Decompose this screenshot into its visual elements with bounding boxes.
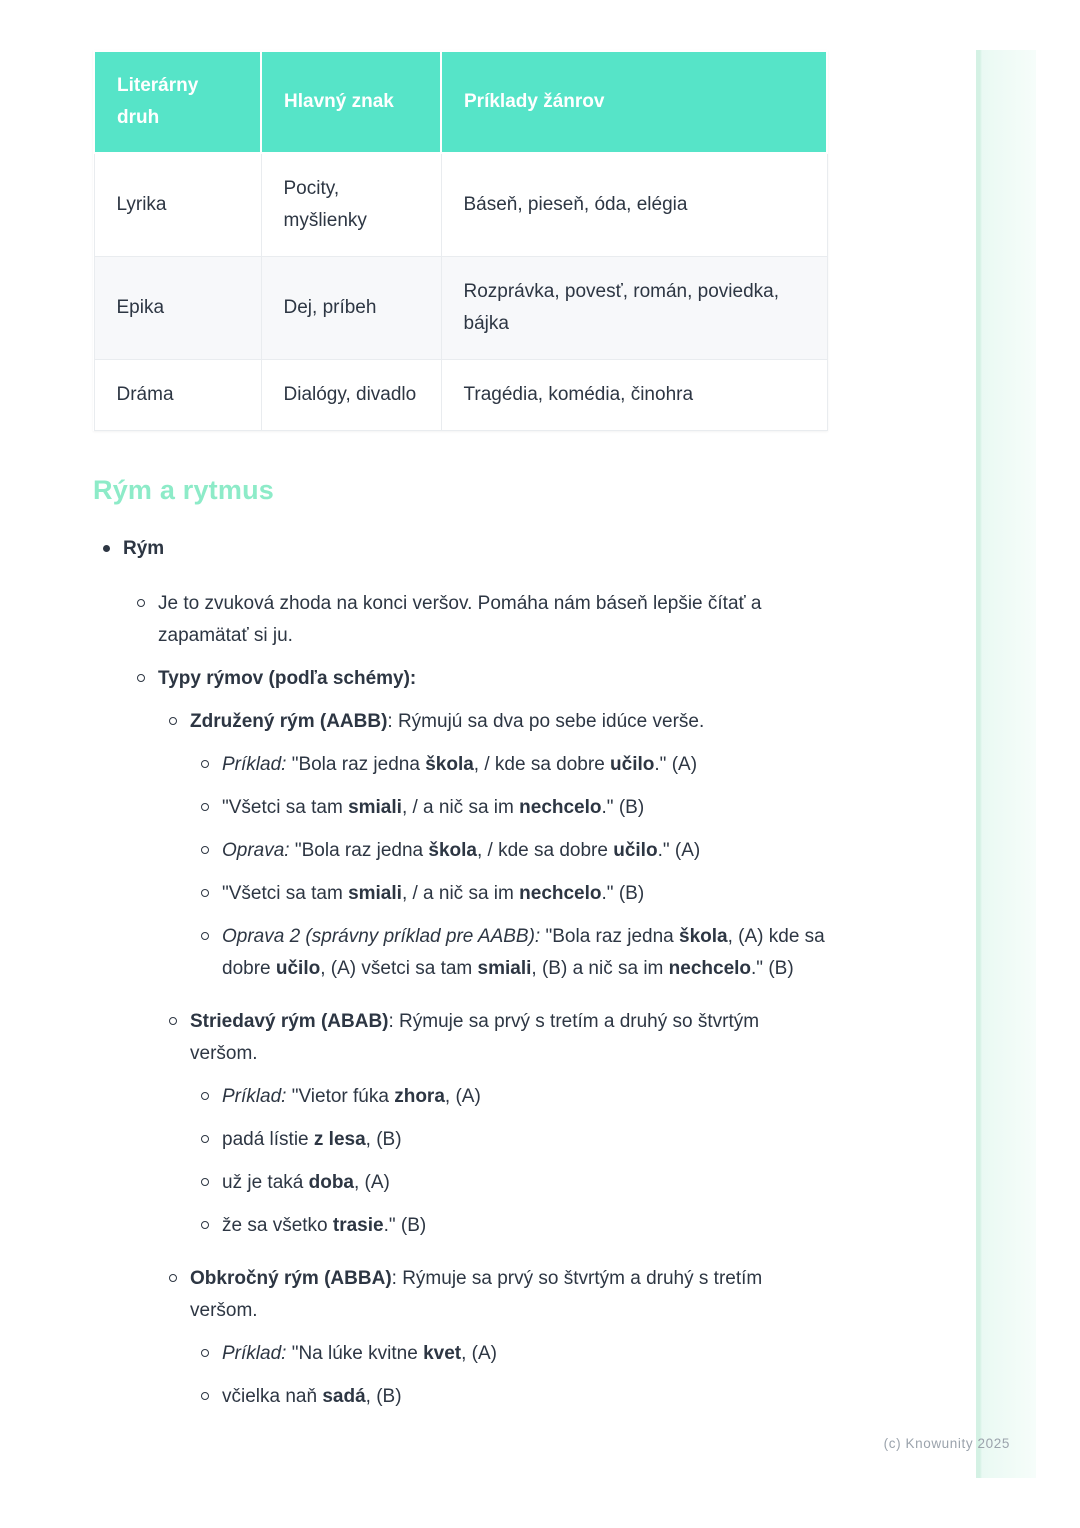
list-item-text: Príklad: "Bola raz jedna škola, / kde sa dobre učilo." (A)	[222, 754, 698, 775]
section-heading: Rým a rytmus	[93, 475, 274, 505]
list-item	[201, 1124, 826, 1156]
table-row	[94, 360, 827, 431]
table-header-priklady-zanrov: Príklady žánrov	[441, 51, 827, 153]
table-cell: Tragédia, komédia, činohra	[441, 360, 827, 431]
list-item	[201, 1081, 826, 1113]
list-item-text: Je to zvuková zhoda na konci veršov. Pomáha nám báseň lepšie čítať a zapamätať si ju.	[158, 593, 762, 646]
bullet-icon	[137, 599, 145, 607]
bullet-icon	[169, 1274, 177, 1282]
list-item	[201, 835, 826, 867]
list-item	[201, 1167, 826, 1199]
table-header-literarny-druh: Literárny druh	[94, 51, 261, 153]
table-row	[94, 153, 827, 257]
list-item	[201, 1381, 826, 1413]
bullet-icon	[201, 1392, 209, 1400]
literary-genres-table	[93, 50, 828, 431]
rhyme-list	[93, 533, 826, 1413]
bullet-icon	[137, 674, 145, 682]
list-item-text: už je taká doba, (A)	[222, 1172, 390, 1193]
copyright-note: (c) Knowunity 2025	[883, 1436, 1010, 1451]
list-item-text: že sa všetko trasie." (B)	[222, 1215, 427, 1236]
bullet-icon	[201, 1135, 209, 1143]
bullet-icon	[201, 1349, 209, 1357]
list-item-text: Príklad: "Vietor fúka zhora, (A)	[222, 1086, 481, 1107]
list-item-text: Striedavý rým (ABAB): Rýmuje sa prvý s tretím a druhý so štvrtým veršom.	[190, 1011, 760, 1064]
bullet-icon	[201, 932, 209, 940]
document-content	[93, 50, 826, 1424]
table-cell: Rozprávka, povesť, román, poviedka, bájka	[441, 257, 827, 360]
bullet-icon	[201, 846, 209, 854]
table-cell: Báseň, pieseň, óda, elégia	[441, 153, 827, 257]
list-item	[201, 792, 826, 824]
list-item-text: Typy rýmov (podľa schémy):	[158, 668, 417, 689]
list-item	[169, 706, 826, 738]
list-item-text: "Všetci sa tam smiali, / a nič sa im nechcelo." (B)	[222, 883, 645, 904]
table-cell: Pocity, myšlienky	[261, 153, 441, 257]
bullet-icon	[201, 803, 209, 811]
bullet-icon	[103, 545, 110, 552]
list-item	[201, 1338, 826, 1370]
list-item-text: Oprava: "Bola raz jedna škola, / kde sa dobre učilo." (A)	[222, 840, 701, 861]
list-item	[201, 749, 826, 781]
bullet-icon	[169, 717, 177, 725]
list-item-text: padá lístie z lesa, (B)	[222, 1129, 402, 1150]
table-cell: Dej, príbeh	[261, 257, 441, 360]
list-item	[201, 921, 826, 985]
list-item-text: Rým	[123, 538, 165, 559]
table-cell: Dialógy, divadlo	[261, 360, 441, 431]
list-item-text: Združený rým (AABB): Rýmujú sa dva po sebe idúce verše.	[190, 711, 705, 732]
list-item-text: "Všetci sa tam smiali, / a nič sa im nechcelo." (B)	[222, 797, 645, 818]
list-item	[137, 663, 826, 695]
list-item	[103, 533, 826, 565]
table-header-row	[94, 51, 827, 153]
table-cell: Epika	[94, 257, 261, 360]
list-item	[169, 1006, 826, 1070]
bullet-icon	[201, 760, 209, 768]
list-item-text: včielka naň sadá, (B)	[222, 1386, 402, 1407]
table-cell: Lyrika	[94, 153, 261, 257]
list-item	[137, 588, 826, 652]
bullet-icon	[201, 889, 209, 897]
bullet-icon	[201, 1221, 209, 1229]
list-item-text: Oprava 2 (správny príklad pre AABB): "Bola raz jedna škola, (A) kde sa dobre učilo, (A) všetci sa tam smiali, (B) a nič sa im nechcelo." (B)	[222, 926, 825, 979]
list-item-text: Obkročný rým (ABBA): Rýmuje sa prvý so štvrtým a druhý s tretím veršom.	[190, 1268, 763, 1321]
bullet-icon	[201, 1178, 209, 1186]
bullet-icon	[169, 1017, 177, 1025]
table-cell: Dráma	[94, 360, 261, 431]
list-item	[169, 1263, 826, 1327]
table-header-hlavny-znak: Hlavný znak	[261, 51, 441, 153]
list-item-text: Príklad: "Na lúke kvitne kvet, (A)	[222, 1343, 497, 1364]
bullet-icon	[201, 1092, 209, 1100]
table-row	[94, 257, 827, 360]
list-item	[201, 878, 826, 910]
list-item	[201, 1210, 826, 1242]
page-edge-strip	[976, 50, 1036, 1478]
